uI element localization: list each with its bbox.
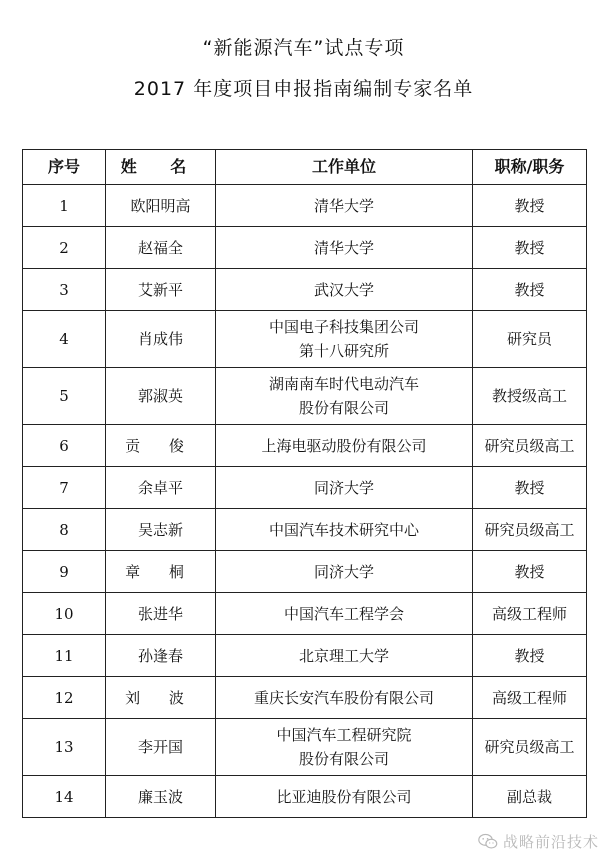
work-unit [216, 269, 473, 311]
job-title: 教授 [473, 467, 587, 509]
work-unit [216, 677, 473, 719]
job-title: 副总裁 [473, 776, 587, 818]
job-title: 教授 [473, 185, 587, 227]
expert-name: 艾新平 [106, 269, 216, 311]
column-header-title: 职称/职务 [473, 150, 587, 185]
job-title: 研究员级高工 [473, 719, 587, 776]
expert-name: 肖成伟 [106, 311, 216, 368]
row-number: 2 [23, 227, 106, 269]
work-unit-line: 湖南南车时代电动汽车 [268, 375, 419, 393]
work-unit-line: 武汉大学 [313, 280, 374, 299]
table-row [23, 776, 587, 818]
table-row [23, 425, 587, 467]
work-unit [216, 719, 473, 776]
job-title: 研究员级高工 [473, 509, 587, 551]
row-number: 10 [23, 593, 106, 635]
column-header-unit: 工作单位 [216, 150, 473, 185]
work-unit [216, 311, 473, 368]
row-number: 11 [23, 635, 106, 677]
job-title: 教授 [473, 635, 587, 677]
work-unit [216, 425, 473, 467]
work-unit [216, 467, 473, 509]
expert-name: 刘 波 [106, 677, 216, 719]
row-number: 6 [23, 425, 106, 467]
document-title-line1: “新能源汽车”试点专项 [202, 37, 405, 59]
job-title: 高级工程师 [473, 593, 587, 635]
table-row [23, 185, 587, 227]
table-row [23, 227, 587, 269]
wechat-icon [478, 833, 498, 850]
job-title: 高级工程师 [473, 677, 587, 719]
table-row [23, 593, 587, 635]
work-unit-line: 中国汽车技术研究中心 [268, 520, 419, 539]
job-title: 研究员级高工 [473, 425, 587, 467]
expert-name: 郭淑英 [106, 368, 216, 425]
document-title-line2: 2017 年度项目申报指南编制专家名单 [133, 78, 474, 100]
work-unit-line: 北京理工大学 [298, 646, 389, 665]
work-unit-line: 同济大学 [313, 562, 374, 581]
job-title: 教授 [473, 269, 587, 311]
expert-name: 张进华 [106, 593, 216, 635]
row-number: 5 [23, 368, 106, 425]
table-row [23, 509, 587, 551]
expert-list-table [22, 149, 587, 818]
work-unit-line: 第十八研究所 [298, 342, 389, 360]
row-number: 3 [23, 269, 106, 311]
expert-name: 孙逢春 [106, 635, 216, 677]
work-unit-line: 重庆长安汽车股份有限公司 [253, 688, 434, 707]
work-unit-line: 股份有限公司 [298, 750, 389, 768]
work-unit [216, 185, 473, 227]
work-unit [216, 593, 473, 635]
table-row [23, 467, 587, 509]
work-unit-line: 中国电子科技集团公司 [268, 318, 419, 336]
watermark [478, 831, 599, 852]
row-number: 7 [23, 467, 106, 509]
work-unit-line: 清华大学 [313, 238, 374, 257]
work-unit [216, 776, 473, 818]
work-unit-line: 股份有限公司 [298, 399, 389, 417]
job-title: 教授级高工 [473, 368, 587, 425]
column-header-name: 姓 名 [106, 150, 216, 185]
table-row [23, 719, 587, 776]
work-unit [216, 509, 473, 551]
work-unit [216, 368, 473, 425]
table-row [23, 551, 587, 593]
expert-name: 贡 俊 [106, 425, 216, 467]
work-unit [216, 227, 473, 269]
work-unit-line: 中国汽车工程学会 [283, 604, 404, 623]
work-unit-line: 比亚迪股份有限公司 [276, 787, 412, 806]
job-title: 教授 [473, 227, 587, 269]
row-number: 8 [23, 509, 106, 551]
column-header-number: 序号 [23, 150, 106, 185]
row-number: 9 [23, 551, 106, 593]
header-row [23, 150, 587, 185]
table-row [23, 635, 587, 677]
work-unit [216, 635, 473, 677]
table-row [23, 311, 587, 368]
row-number: 4 [23, 311, 106, 368]
row-number: 14 [23, 776, 106, 818]
table-row [23, 368, 587, 425]
job-title: 研究员 [473, 311, 587, 368]
table-body [23, 185, 587, 818]
expert-name: 廉玉波 [106, 776, 216, 818]
work-unit [216, 551, 473, 593]
expert-name: 余卓平 [106, 467, 216, 509]
expert-name: 欧阳明高 [106, 185, 216, 227]
work-unit-line: 同济大学 [313, 478, 374, 497]
work-unit-line: 中国汽车工程研究院 [276, 726, 412, 744]
table-header [23, 150, 587, 185]
expert-name: 吴志新 [106, 509, 216, 551]
table-row [23, 269, 587, 311]
watermark-text: 战略前沿技术 [502, 833, 599, 851]
row-number: 12 [23, 677, 106, 719]
expert-name: 章 桐 [106, 551, 216, 593]
expert-name: 李开国 [106, 719, 216, 776]
work-unit-line: 上海电驱动股份有限公司 [261, 436, 427, 455]
table-row [23, 677, 587, 719]
row-number: 1 [23, 185, 106, 227]
expert-name: 赵福全 [106, 227, 216, 269]
job-title: 教授 [473, 551, 587, 593]
work-unit-line: 清华大学 [313, 196, 374, 215]
row-number: 13 [23, 719, 106, 776]
